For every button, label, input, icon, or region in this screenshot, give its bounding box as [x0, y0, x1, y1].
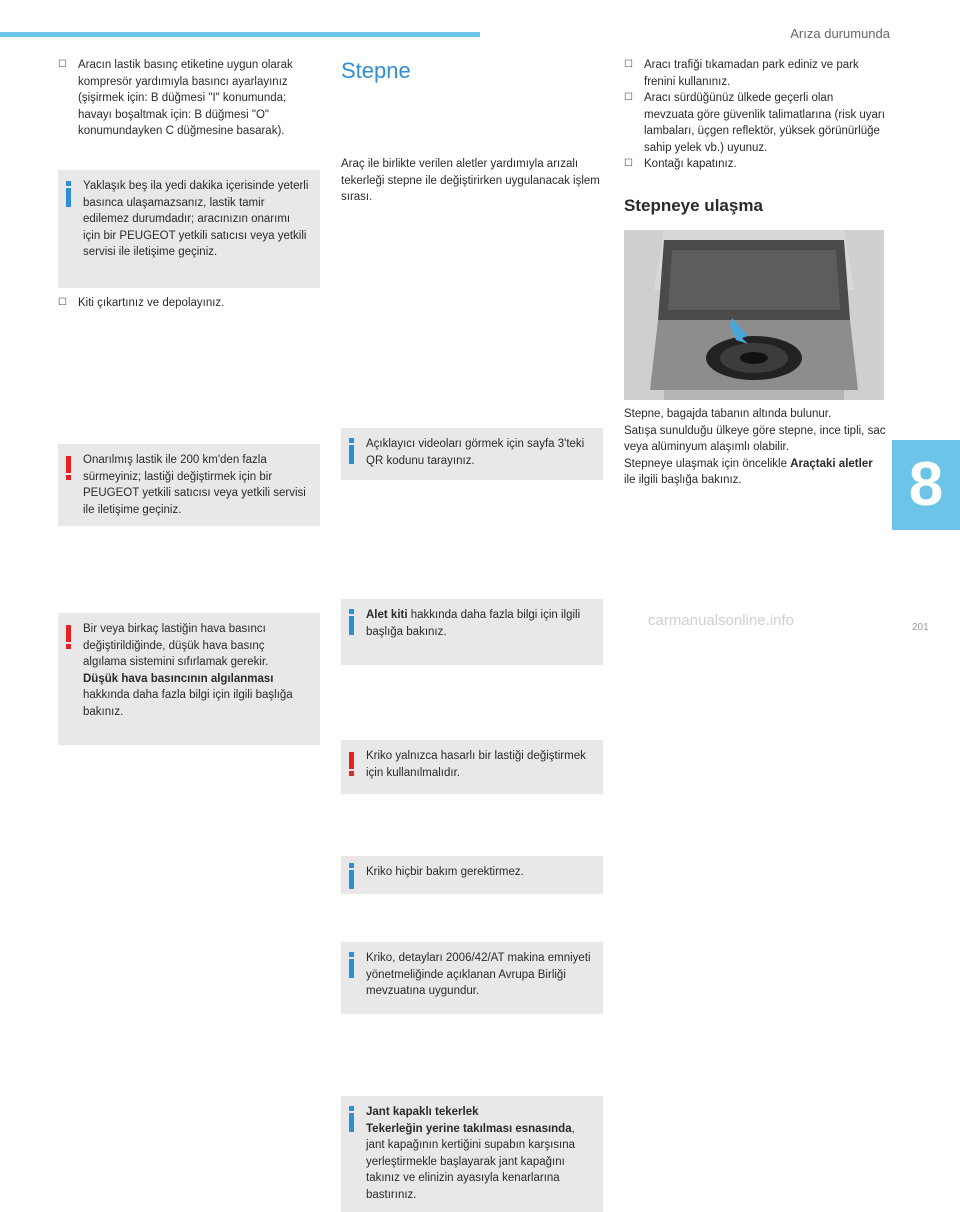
warning-box-pressure-reset: Bir veya birkaç lastiğin hava basıncı değiştirildiğinde, düşük hava basınç algılama sistemini sıfırlamak gerekir. Düşük hava basıncının algılanması hakkında daha fazla bilgi için ilgili başlığa bakınız.	[58, 613, 320, 745]
header-accent-bar	[0, 32, 480, 37]
checkbox-bullet-icon: ☐	[58, 297, 67, 308]
warning-icon	[66, 625, 71, 642]
boot-illustration	[624, 230, 884, 400]
column-left	[58, 57, 320, 140]
warning-icon	[349, 752, 354, 769]
chapter-tab: 8	[892, 440, 960, 530]
info-box-maintenance: Kriko hiçbir bakım gerektirmez.	[341, 856, 603, 894]
info-icon	[349, 445, 354, 464]
info-icon	[349, 870, 354, 889]
info-box-tool-kit: Alet kiti hakkında daha fazla bilgi için ilgili başlığa bakınız.	[341, 599, 603, 665]
bullet-item: ☐ Aracın lastik basınç etiketine uygun olarak kompresör yardımıyla basıncı ayarlayınız (şişirmek için: B düğmesi "I" konumunda; havayı boşaltmak için: B düğmesi "O" konumundayken C düğmesine basarak).	[58, 59, 293, 137]
photo-caption: Stepne, bagajda tabanın altında bulunur. Satışa sunulduğu ülkeye göre stepne, ince tipli, sac veya alüminyum alaşımlı olabilir. Stepneye ulaşmak için öncelikle Araçtaki aletler ile ilgili başlığa bakınız.	[624, 408, 886, 486]
checkbox-bullet-icon: ☐	[624, 59, 633, 70]
bullet-item: ☐ Kontağı kapatınız.	[624, 156, 886, 173]
checkbox-bullet-icon: ☐	[624, 158, 633, 169]
info-box-wheel-trim: Jant kapaklı tekerlek Tekerleğin yerine takılması esnasında, jant kapağının kertiğini supabın karşısına yerleştirmekle başlayarak jant kapağını takınız ve elinizin ayasıyla kenarlarına bastırınız.	[341, 1096, 603, 1212]
column-right-bullets	[624, 57, 886, 173]
intro-text: Araç ile birlikte verilen aletler yardımıyla arızalı tekerleği stepne ile değiştirirken uygulanacak işlem sırası.	[341, 158, 600, 203]
info-icon	[349, 1113, 354, 1132]
checkbox-bullet-icon: ☐	[58, 59, 67, 70]
info-icon	[349, 959, 354, 978]
page-header-title: Arıza durumunda	[790, 26, 890, 41]
page-number: 201	[912, 622, 929, 633]
checkbox-bullet-icon: ☐	[624, 92, 633, 103]
warning-icon	[66, 456, 71, 473]
bullet-item: ☐ Kiti çıkartınız ve depolayınız.	[58, 295, 320, 312]
info-icon	[66, 188, 71, 207]
warning-box-repaired-tyre: Onarılmış lastik ile 200 km'den fazla sürmeyiniz; lastiği değiştirmek için bir PEUGEOT yetkili satıcısı veya yetkili servisi ile iletişime geçiniz.	[58, 444, 320, 526]
info-box-directive: Kriko, detayları 2006/42/AT makina emniyeti yönetmeliğinde açıklanan Avrupa Birliği mevzuatına uygundur.	[341, 942, 603, 1014]
bullet-item: ☐ Aracı sürdüğünüz ülkede geçerli olan mevzuata göre güvenlik talimatlarına (risk uyarı lambaları, üçgen reflektör, yüksek görünürlüğe sahip yelek vb.) uyunuz.	[624, 92, 885, 154]
info-box-video: Açıklayıcı videoları görmek için sayfa 3'teki QR kodunu tarayınız.	[341, 428, 603, 480]
warning-box-jack: Kriko yalnızca hasarlı bir lastiği değiştirmek için kullanılmalıdır.	[341, 740, 603, 794]
section-heading-access: Stepneye ulaşma	[624, 196, 763, 215]
section-heading-stepne: Stepne	[341, 58, 411, 83]
info-box-pressure: Yaklaşık beş ila yedi dakika içerisinde yeterli basınca ulaşamazsanız, lastik tamir edilemez durumdadır; aracınızın onarımı için bir PEUGEOT yetkili satıcısı veya yetkili servisi ile iletişime geçiniz.	[58, 170, 320, 288]
bullet-item: ☐ Aracı trafiği tıkamadan park ediniz ve park frenini kullanınız.	[624, 59, 859, 88]
column-left-bullet2	[58, 295, 320, 312]
watermark-text: carmanualsonline.info	[648, 612, 794, 629]
info-icon	[349, 616, 354, 635]
boot-spare-wheel-photo	[624, 230, 884, 400]
